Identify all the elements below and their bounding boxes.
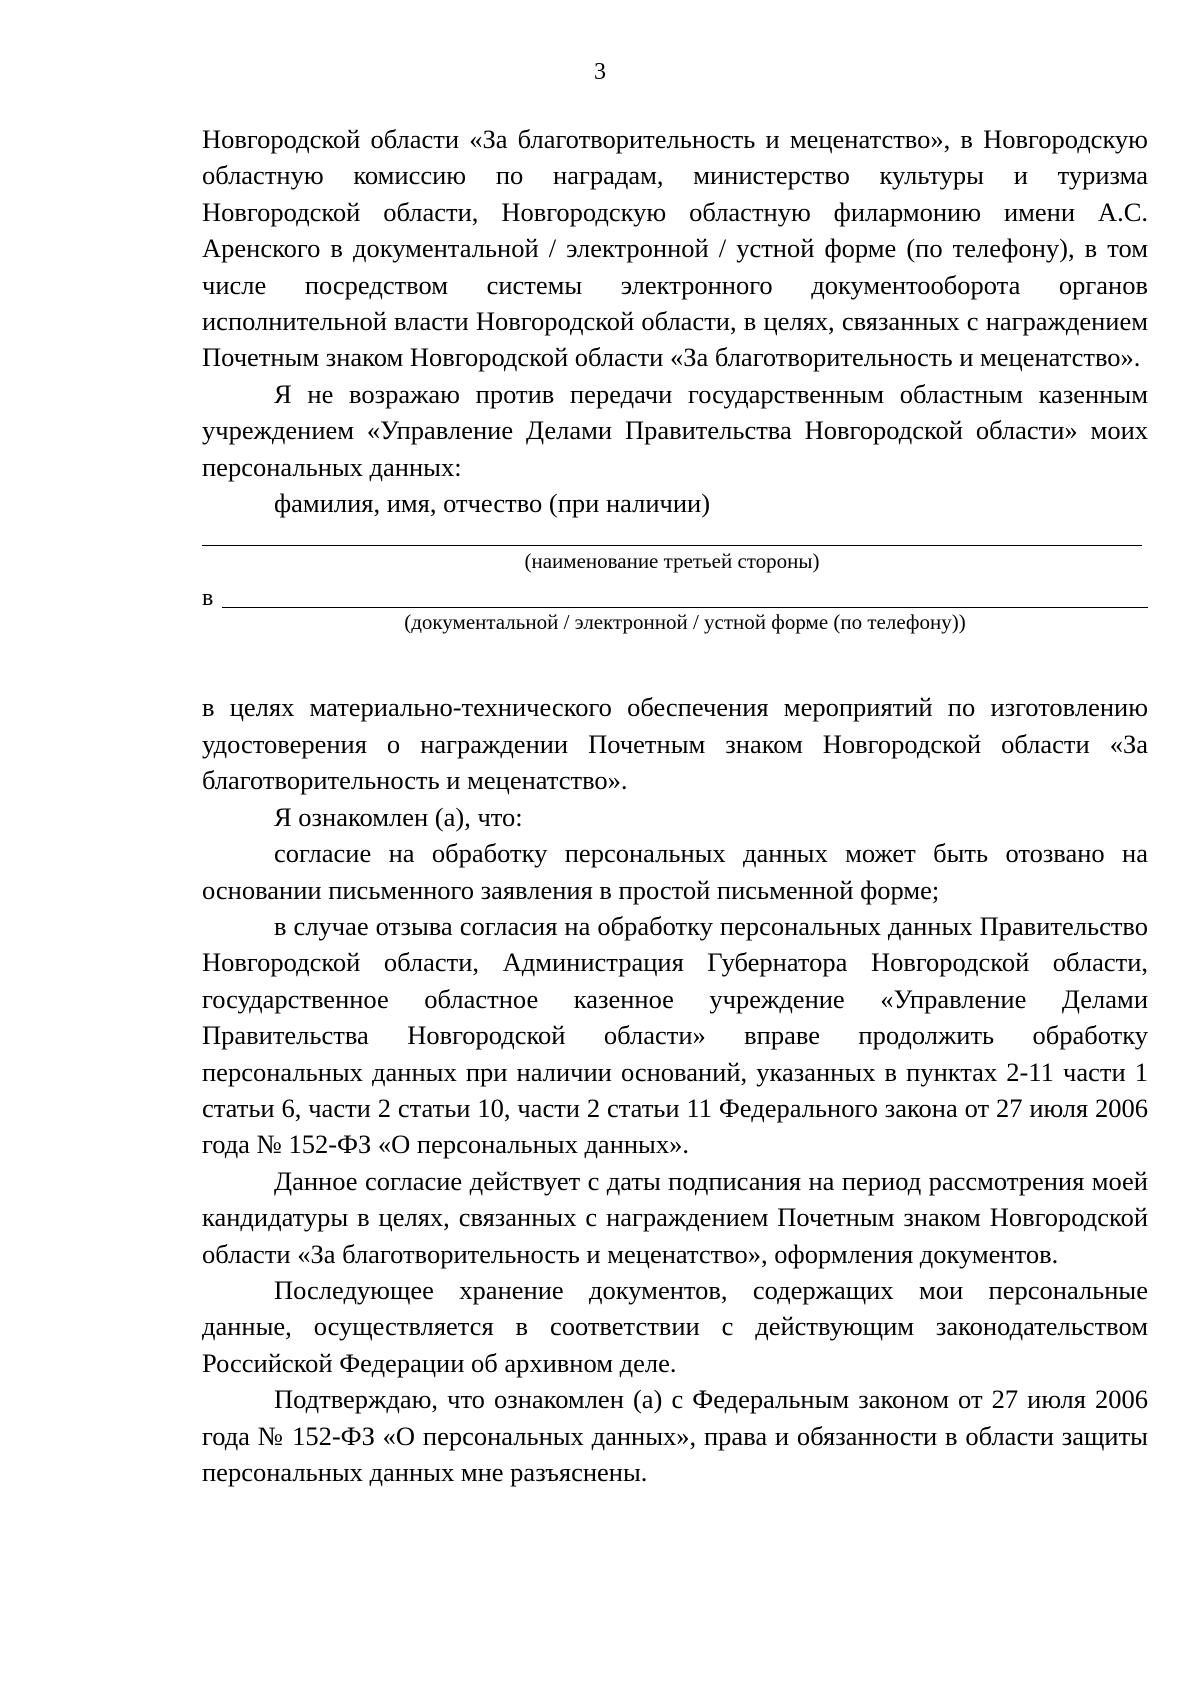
paragraph-data-fields: фамилия, имя, отчество (при наличии) [274, 488, 711, 519]
third-party-blank-line [202, 545, 1142, 546]
form-blank-prefix: в [202, 585, 214, 612]
paragraph-transfer-consent: Я не возражаю против передачи государственным областным казенным учреждением «Управление Делами Правительства Новгородской области» моих персональных данных: [202, 378, 1148, 482]
page-number: 3 [594, 59, 606, 85]
paragraph-recipients: Новгородской области «За благотворительность и меценатство», в Новгородскую областную комиссию по наградам, министерство культуры и туризма Новгородской области, Новгородскую областную филармонию имени А.С. Аренского в документальной / электронной / устной форме (по телефону), в том числе посредством системы электронного документооборота органов исполнительной власти Новгородской области, в целях, связанных с награждением Почетным знаком Новгородской области «За благотворительность и меценатство». [202, 124, 1148, 373]
paragraph-withdrawal: согласие на обработку персональных данных может быть отозвано на основании письменного заявления в простой письменной форме; [202, 838, 1148, 905]
paragraph-confirmation: Подтверждаю, что ознакомлен (а) с Федеральным законом от 27 июля 2006 года № 152-ФЗ «О персональных данных», права и обязанности в области защиты персональных данных мне разъяснены. [202, 1384, 1148, 1487]
document-body [202, 121, 1148, 1490]
third-party-caption: (наименование третьей стороны) [524, 549, 820, 574]
form-caption: (документальной / электронной / устной форме (по телефону)) [404, 610, 966, 635]
form-blank-line [222, 607, 1148, 608]
paragraph-acknowledged: Я ознакомлен (а), что: [274, 801, 523, 832]
paragraph-validity: Данное согласие действует с даты подписания на период рассмотрения моей кандидатуры в целях, связанных с награждением Почетным знаком Новгородской области «За благотворительность и меценатство», оформления документов. [202, 1165, 1148, 1269]
paragraph-purpose: в целях материально-технического обеспечения мероприятий по изготовлению удостоверения о награждении Почетным знаком Новгородской области «За благотворительность и меценатство». [202, 692, 1148, 796]
third-party-blank-section [202, 521, 1148, 689]
paragraph-storage: Последующее хранение документов, содержащих мои персональные данные, осуществляется в соответствии с действующим законодательством Российской Федерации об архивном деле. [202, 1274, 1148, 1378]
paragraph-withdrawal-consequences: в случае отзыва согласия на обработку персональных данных Правительство Новгородской области, Администрация Губернатора Новгородской области, государственное областное казенное учреждение «Управление Делами Правительства Новгородской области» вправе продолжить обработку персональных данных при наличии оснований, указанных в пунктах 2-11 части 1 статьи 6, части 2 статьи 10, части 2 статьи 11 Федерального закона от 27 июля 2006 года № 152-ФЗ «О персональных данных». [202, 910, 1148, 1160]
